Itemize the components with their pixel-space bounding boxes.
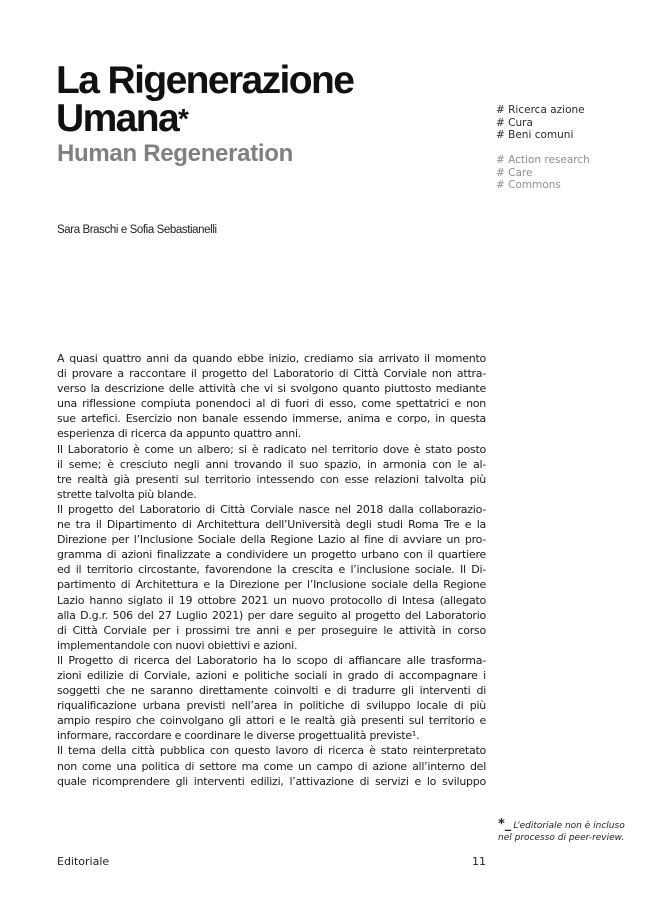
- body-line: soggetti che ne saranno direttamente coinvolti e di tradurre gli interventi di: [57, 684, 486, 698]
- body-line: di provare a raccontare il progetto del Laboratorio di Città Corviale non attra-: [57, 367, 486, 381]
- keyword-tag: # Ricerca azione: [496, 104, 585, 116]
- body-line: Il progetto del Laboratorio di Città Corviale nasce nel 2018 dalla collaborazio-: [57, 502, 486, 516]
- page-title: [56, 59, 416, 140]
- footnote-marker: *_: [498, 817, 512, 832]
- body-line: tre realtà già presenti sul territorio intessendo con esse relazioni talvolta più: [57, 472, 486, 486]
- body-line: gramma di azioni finalizzate a condividere un progetto urbano con il quartiere: [57, 548, 486, 562]
- body-line: Lazio hanno siglato il 19 ottobre 2021 un nuovo protocollo di Intesa (allegato: [57, 593, 486, 607]
- keywords-english: [496, 154, 616, 192]
- footnote-line-1: L’editoriale non è incluso: [513, 821, 625, 831]
- body-line: Il tema della città pubblica con questo lavoro di ricerca è stato reinterpretato: [57, 744, 486, 758]
- body-line: Direzione per l’Inclusione Sociale della Regione Lazio al fine di avviare un pro-: [57, 533, 486, 547]
- body-line: di Città Corviale per i prossimi tre anni e per proseguire le attività in corso: [57, 623, 486, 637]
- body-line: Il Laboratorio è come un albero; si è radicato nel territorio dove è stato posto: [57, 442, 486, 456]
- body-line: il seme; è cresciuto negli anni trovando il suo spazio, in armonia con le al-: [57, 457, 486, 471]
- keyword-tag: # Beni comuni: [496, 129, 574, 141]
- body-line: verso la descrizione delle attività che vi si svolgono quanto piuttosto mediante: [57, 382, 486, 396]
- body-line: una riflessione compiuta ponendoci al di fuori di esso, come spettatrici e non: [57, 397, 486, 411]
- body-text: [57, 351, 486, 789]
- title-block: [56, 59, 416, 168]
- keyword-tag: # Cura: [496, 116, 533, 129]
- keyword-tag: # Care: [496, 166, 533, 179]
- english-title: Human Regeneration: [57, 140, 293, 167]
- keywords-italian: [496, 104, 616, 142]
- body-line: informare, raccordare e coordinare le diverse progettualità previste¹.: [57, 729, 420, 743]
- body-line: riqualificazione urbana previsti nell’area in politiche di sviluppo locale di più: [57, 699, 486, 713]
- body-line: sue artefici. Esercizio non banale essendo immerse, anima e corpo, in questa: [57, 412, 486, 426]
- body-line: zioni edilizie di Corviale, azioni e politiche sociali in grado di accompagnare i: [57, 668, 486, 682]
- page-number: 11: [472, 855, 486, 868]
- title-line-2: Umana: [56, 97, 179, 140]
- body-line: strette talvolta più blande.: [57, 487, 197, 501]
- title-asterisk: *: [178, 103, 189, 134]
- body-line: Il Progetto di ricerca del Laboratorio ha lo scopo di affiancare alle trasforma-: [57, 653, 486, 667]
- body-line: implementandole con nuovi obiettivi e azioni.: [57, 638, 298, 652]
- body-line: esperienza di ricerca da appunto quattro anni.: [57, 427, 302, 441]
- title-line-1: La Rigenerazione: [56, 59, 354, 102]
- footnote-line-2: nel processo di peer-review.: [498, 833, 625, 843]
- section-label: Editoriale: [57, 855, 110, 868]
- body-line: partimento di Architettura e la Direzione per l’Inclusione sociale della Regione: [57, 578, 486, 592]
- keyword-tag: # Action research: [496, 154, 590, 166]
- body-line: alla D.g.r. 506 del 27 Luglio 2021) per dare seguito al progetto del Laboratorio: [57, 608, 486, 622]
- body-line: ed il territorio circostante, favorendone la crescita e l’inclusione sociale. Il Di-: [57, 563, 486, 577]
- peer-review-note: [498, 819, 633, 844]
- authors: Sara Braschi e Sofia Sebastianelli: [57, 224, 217, 236]
- body-line: A quasi quattro anni da quando ebbe inizio, crediamo sia arrivato il momento: [57, 352, 486, 365]
- body-line: ne tra il Dipartimento di Architettura dell’Università degli studi Roma Tre e la: [57, 518, 486, 532]
- keyword-tag: # Commons: [496, 179, 561, 191]
- body-line: ampio respiro che coinvolgano gli attori e le realtà già presenti sul territorio e: [57, 714, 486, 728]
- body-line: quale ricomprendere gli interventi edilizi, l’attivazione di servizi e lo sviluppo: [57, 774, 486, 788]
- body-line: non come una politica di settore ma come un campo di azione all’interno del: [57, 759, 486, 773]
